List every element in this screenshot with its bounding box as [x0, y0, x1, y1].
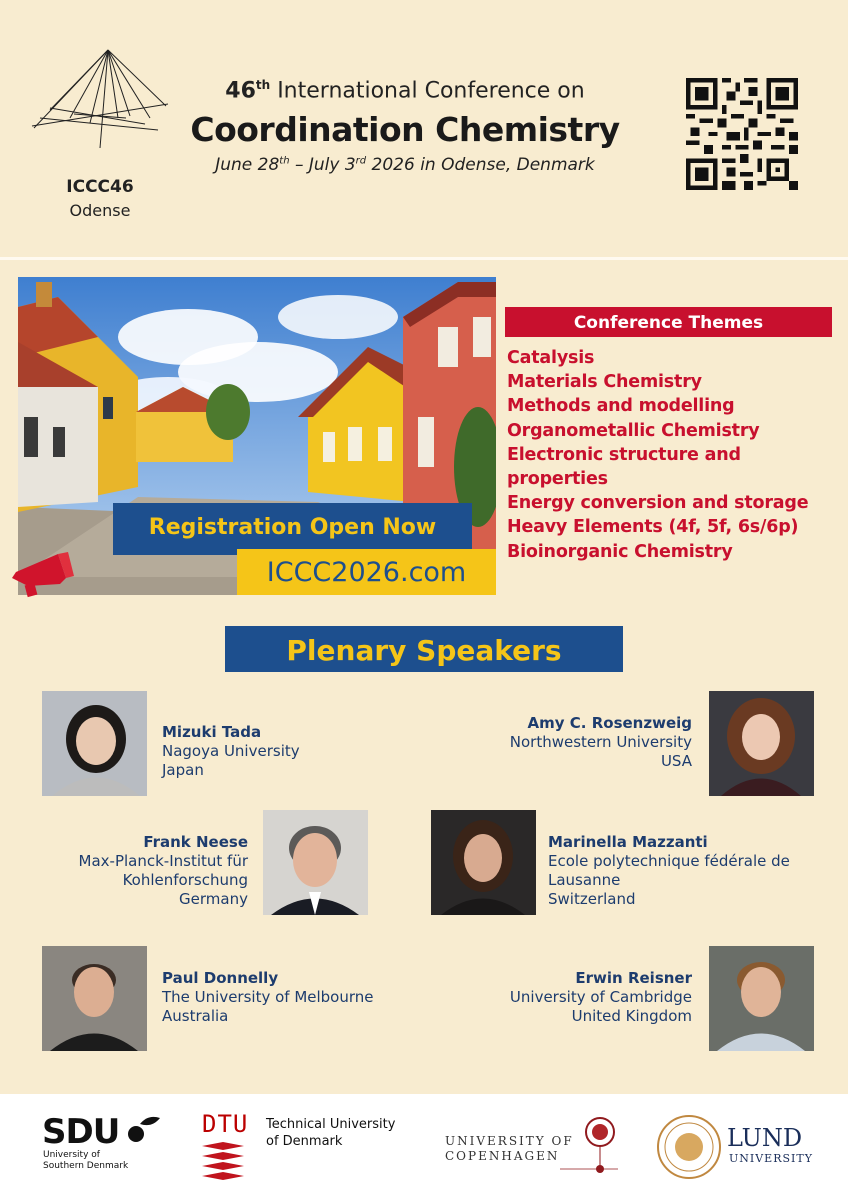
speaker-affiliation: The University of Melbourne	[162, 988, 374, 1006]
logo-subtitle: Odense	[69, 201, 131, 220]
speaker-country: Germany	[179, 890, 248, 908]
lund-seal-icon	[656, 1114, 722, 1180]
edition-suffix: th	[255, 78, 271, 92]
conference-edition-line	[175, 78, 635, 103]
speaker-donnelly	[162, 969, 374, 1026]
speaker-affiliation: University of Cambridge	[509, 988, 692, 1006]
iccc-logo-icon	[30, 48, 170, 158]
registration-label: Registration Open Now	[148, 515, 437, 540]
themes-heading-text: Conference Themes	[573, 313, 764, 333]
theme-item: Catalysis	[507, 348, 595, 368]
ucph-line2: COPENHAGEN	[445, 1149, 560, 1163]
speaker-name: Mizuki Tada	[162, 723, 262, 741]
speaker-photo-tada	[42, 691, 147, 796]
theme-item: Methods and modelling	[507, 396, 735, 417]
theme-item: Heavy Elements (4f, 5f, 6s/6p)	[507, 517, 799, 538]
speaker-reisner	[452, 969, 692, 1026]
dtu-name-line1: Technical University	[266, 1117, 396, 1132]
conference-title: Coordination Chemistry	[190, 110, 620, 149]
date-mid: – July 3	[289, 155, 356, 175]
plenary-heading-text: Plenary Speakers	[286, 634, 562, 667]
date-start: June 28	[215, 155, 280, 175]
themes-section	[0, 260, 848, 615]
speaker-affiliation: Max-Planck-Institut für	[78, 852, 248, 870]
speaker-neese	[28, 833, 248, 909]
speaker-country: Australia	[162, 1007, 229, 1025]
conference-dates	[175, 155, 635, 175]
speaker-affiliation-2: Lausanne	[548, 871, 621, 889]
registration-banner[interactable]	[113, 503, 472, 555]
speaker-country: USA	[660, 752, 692, 770]
dtu-logo: DTU	[202, 1110, 249, 1138]
speaker-rosenzweig	[472, 714, 692, 771]
speaker-name: Erwin Reisner	[575, 969, 692, 987]
edition-number: 46	[225, 78, 256, 104]
lund-logo: LUND	[727, 1124, 803, 1152]
speaker-affiliation: Northwestern University	[509, 733, 692, 751]
sdu-subtitle-line1: University of	[43, 1150, 100, 1160]
date-location: 2026 in Odense, Denmark	[366, 155, 595, 175]
speaker-photo-mazzanti	[431, 810, 536, 915]
website-link[interactable]	[237, 549, 496, 595]
dtu-name	[266, 1116, 395, 1150]
speaker-affiliation: Ecole polytechnique fédérale de	[548, 852, 790, 870]
themes-heading	[505, 307, 832, 337]
speaker-country: Japan	[162, 761, 204, 779]
sdu-subtitle-line2: Southern Denmark	[43, 1161, 129, 1171]
website-url: ICCC2026.com	[266, 557, 467, 588]
speaker-tada	[162, 723, 300, 780]
theme-item: properties	[507, 469, 608, 490]
lund-subtitle: UNIVERSITY	[729, 1152, 813, 1165]
megaphone-icon	[8, 550, 78, 600]
edition-line-text: International Conference on	[277, 78, 585, 104]
plenary-heading	[225, 626, 623, 672]
theme-item: Energy conversion and storage	[507, 493, 809, 514]
speaker-country: Switzerland	[548, 890, 636, 908]
partners-footer	[0, 1094, 848, 1200]
speaker-name: Amy C. Rosenzweig	[527, 714, 692, 732]
theme-item: Electronic structure and	[507, 444, 741, 465]
qr-code-icon[interactable]	[686, 78, 798, 190]
sdu-subtitle	[43, 1150, 128, 1172]
speaker-photo-donnelly	[42, 946, 147, 1051]
logo-title: ICCC46	[66, 177, 134, 197]
theme-item: Bioinorganic Chemistry	[507, 541, 733, 562]
speaker-affiliation: Nagoya University	[162, 742, 300, 760]
sdu-logo: SDU	[42, 1112, 120, 1152]
speaker-affiliation-2: Kohlenforschung	[122, 871, 248, 889]
date-start-suffix: th	[279, 155, 290, 167]
speaker-name: Paul Donnelly	[162, 969, 279, 987]
dtu-name-line2: of Denmark	[266, 1134, 343, 1149]
dtu-mark-icon	[202, 1142, 244, 1182]
theme-item: Materials Chemistry	[507, 372, 702, 393]
speaker-country: United Kingdom	[571, 1007, 692, 1025]
speaker-photo-rosenzweig	[709, 691, 814, 796]
ucph-line1: UNIVERSITY OF	[445, 1134, 574, 1148]
date-end-suffix: rd	[355, 155, 367, 167]
speaker-name: Frank Neese	[143, 833, 248, 851]
themes-list	[507, 346, 837, 564]
speaker-photo-neese	[263, 810, 368, 915]
speaker-mazzanti	[548, 833, 790, 909]
sdu-olive-icon	[126, 1114, 162, 1144]
speaker-photo-reisner	[709, 946, 814, 1051]
theme-item: Organometallic Chemistry	[507, 420, 760, 441]
speaker-name: Marinella Mazzanti	[548, 833, 708, 851]
header	[0, 0, 848, 257]
ucph-seal-icon	[560, 1114, 620, 1182]
ucph-logo	[445, 1134, 574, 1164]
